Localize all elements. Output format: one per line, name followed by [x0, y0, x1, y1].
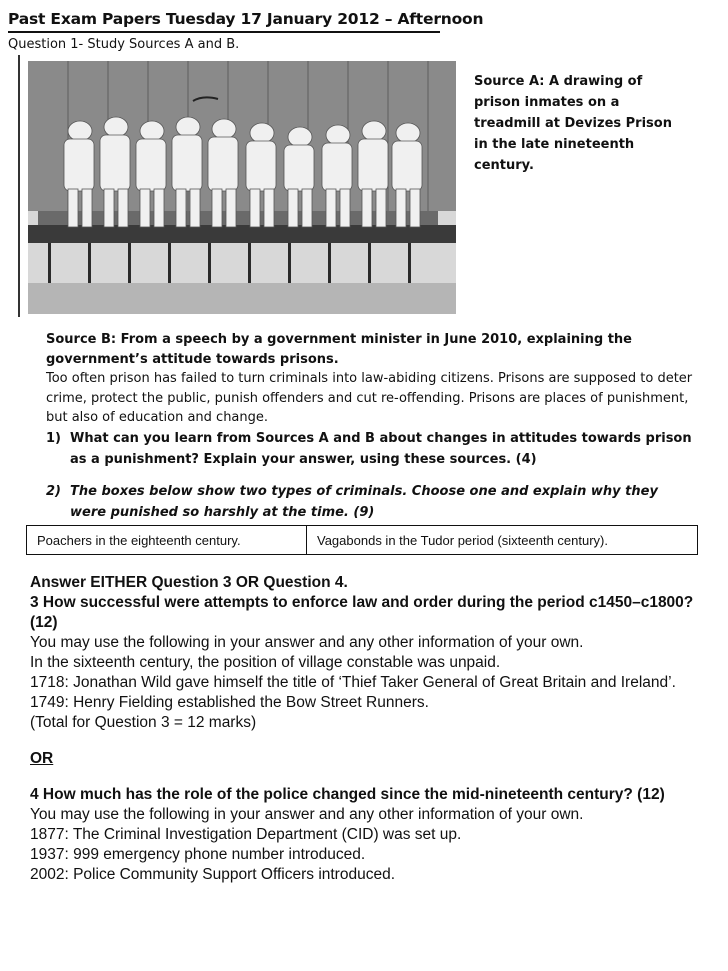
question-2-text: The boxes below show two types of criminals. Choose one and explain why they were punished so harshly at the time. (9): [70, 484, 658, 520]
question-4-hint: You may use the following in your answer and any other information of your own.: [30, 806, 584, 823]
question-3-title: 3 How successful were attempts to enforce law and order during the period c1450–c1800? (12): [30, 594, 694, 631]
box-vagabonds: Vagabonds in the Tudor period (sixteenth century).: [317, 532, 608, 548]
question-1: [46, 428, 696, 470]
source-b: [46, 330, 696, 428]
or-label: OR: [30, 750, 54, 767]
question-1-number: 1): [46, 431, 61, 446]
questions-3-4: [30, 573, 710, 885]
margin-rule: [18, 55, 20, 317]
title-underline: [8, 31, 440, 33]
source-b-body: Too often prison has failed to turn criminals into law-abiding citizens. Prisons are supposed to deter crime, protect the public, punish offenders and cut re-offending. Prisons are places of punishment, but also of education and change.: [46, 371, 693, 425]
question-3-point: In the sixteenth century, the position of village constable was unpaid.: [30, 654, 501, 671]
either-or-instruction: Answer EITHER Question 3 OR Question 4.: [30, 574, 348, 591]
treadmill-drawing: [28, 61, 456, 314]
source-a-caption: Source A: A drawing of prison inmates on a treadmill at Devizes Prison in the late nineteenth century.: [474, 74, 672, 173]
box-poachers: Poachers in the eighteenth century.: [27, 526, 307, 554]
question1-intro: Question 1- Study Sources A and B.: [8, 37, 240, 52]
criminal-boxes: [26, 525, 698, 555]
question-2: [46, 481, 696, 523]
question-3-hint: You may use the following in your answer and any other information of your own.: [30, 634, 584, 651]
page-title: Past Exam Papers Tuesday 17 January 2012 – Afternoon: [8, 10, 484, 28]
question-3-point: 1718: Jonathan Wild gave himself the title of ‘Thief Taker General of Great Britain and Ireland’.: [30, 674, 676, 691]
question-1-text: What can you learn from Sources A and B about changes in attitudes towards prison as a punishment? Explain your answer, using these sources. (4): [70, 431, 692, 467]
question-4-point: 2002: Police Community Support Officers introduced.: [30, 866, 396, 883]
question-2-number: 2): [46, 484, 61, 499]
question-3-point: 1749: Henry Fielding established the Bow Street Runners.: [30, 694, 429, 711]
question-3-total: (Total for Question 3 = 12 marks): [30, 714, 257, 731]
question-4-point: 1937: 999 emergency phone number introduced.: [30, 846, 366, 863]
question-4-point: 1877: The Criminal Investigation Department (CID) was set up.: [30, 826, 462, 843]
question-4-title: 4 How much has the role of the police changed since the mid-nineteenth century? (12): [30, 786, 665, 803]
source-b-heading: Source B: From a speech by a government minister in June 2010, explaining the government’s attitude towards prisons.: [46, 332, 632, 367]
